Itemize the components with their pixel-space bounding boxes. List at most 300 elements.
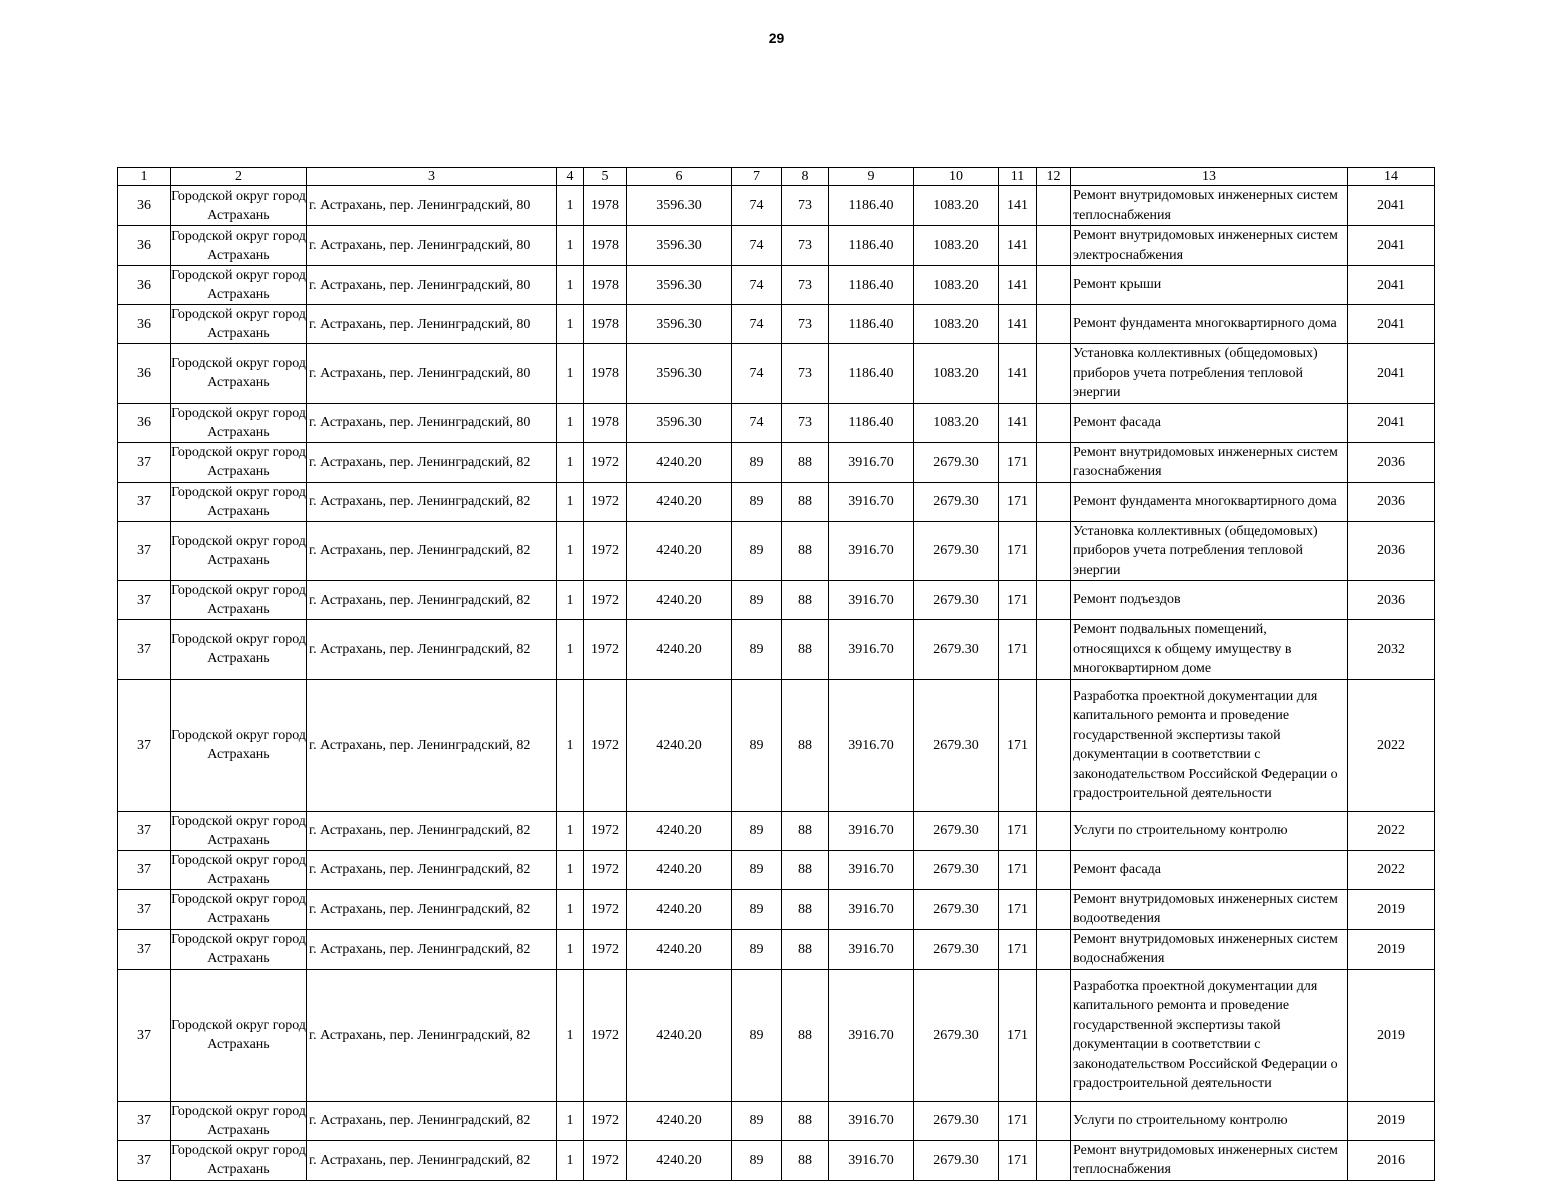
table-row [118,482,1435,521]
col-header: 4 [557,168,584,186]
cell-address: г. Астрахань, пер. Ленинградский, 80 [307,266,557,305]
table-row [118,266,1435,305]
cell-area-total: 4240.20 [627,1140,732,1180]
cell-number: 37 [118,929,171,969]
cell-year: 1972 [584,850,627,889]
cell-number: 37 [118,679,171,811]
cell-municipality: Городской округ город Астрахань [171,969,307,1101]
cell-col8: 73 [782,403,829,442]
cell-work-type: Услуги по строительному контролю [1071,1101,1348,1140]
cell-number: 36 [118,344,171,404]
cell-plan-year: 2041 [1348,305,1435,344]
cell-col11: 171 [999,889,1037,929]
cell-col8: 88 [782,442,829,482]
cell-col12 [1037,811,1071,850]
col-header: 3 [307,168,557,186]
cell-col9: 3916.70 [829,969,914,1101]
cell-col8: 88 [782,679,829,811]
cell-work-type: Ремонт внутридомовых инженерных систем водоотведения [1071,889,1348,929]
cell-work-type: Ремонт фундамента многоквартирного дома [1071,482,1348,521]
cell-municipality: Городской округ город Астрахань [171,266,307,305]
cell-col11: 171 [999,482,1037,521]
cell-col7: 89 [732,581,782,620]
cell-col9: 1186.40 [829,266,914,305]
cell-year: 1972 [584,811,627,850]
cell-col8: 88 [782,521,829,581]
cell-address: г. Астрахань, пер. Ленинградский, 80 [307,226,557,266]
cell-year: 1972 [584,521,627,581]
cell-col11: 141 [999,186,1037,226]
cell-area-total: 4240.20 [627,679,732,811]
cell-col10: 2679.30 [914,521,999,581]
cell-number: 37 [118,442,171,482]
col-header: 7 [732,168,782,186]
cell-col10: 1083.20 [914,403,999,442]
cell-col11: 171 [999,1140,1037,1180]
cell-col8: 88 [782,620,829,680]
cell-col4: 1 [557,969,584,1101]
cell-work-type: Ремонт подъездов [1071,581,1348,620]
cell-col7: 89 [732,811,782,850]
table-row [118,226,1435,266]
cell-area-total: 4240.20 [627,620,732,680]
cell-municipality: Городской округ город Астрахань [171,929,307,969]
col-header: 8 [782,168,829,186]
cell-col10: 2679.30 [914,679,999,811]
cell-col10: 2679.30 [914,969,999,1101]
cell-address: г. Астрахань, пер. Ленинградский, 82 [307,889,557,929]
cell-work-type: Ремонт крыши [1071,266,1348,305]
cell-col9: 3916.70 [829,811,914,850]
table-row [118,442,1435,482]
cell-col9: 3916.70 [829,850,914,889]
cell-year: 1972 [584,1101,627,1140]
cell-year: 1978 [584,305,627,344]
cell-address: г. Астрахань, пер. Ленинградский, 82 [307,482,557,521]
cell-municipality: Городской округ город Астрахань [171,811,307,850]
cell-col8: 88 [782,1140,829,1180]
cell-col12 [1037,581,1071,620]
cell-col12 [1037,442,1071,482]
cell-col7: 89 [732,442,782,482]
cell-plan-year: 2022 [1348,850,1435,889]
cell-col12 [1037,1140,1071,1180]
cell-year: 1972 [584,969,627,1101]
cell-number: 37 [118,1140,171,1180]
cell-work-type: Установка коллективных (общедомовых) приборов учета потребления тепловой энергии [1071,521,1348,581]
cell-work-type: Ремонт внутридомовых инженерных систем теплоснабжения [1071,1140,1348,1180]
cell-col12 [1037,620,1071,680]
cell-col9: 3916.70 [829,679,914,811]
cell-municipality: Городской округ город Астрахань [171,1140,307,1180]
cell-col12 [1037,929,1071,969]
cell-plan-year: 2019 [1348,889,1435,929]
cell-col9: 3916.70 [829,620,914,680]
cell-col8: 73 [782,226,829,266]
table-row [118,889,1435,929]
cell-col12 [1037,266,1071,305]
cell-col10: 2679.30 [914,889,999,929]
cell-col12 [1037,403,1071,442]
table-row [118,186,1435,226]
cell-year: 1972 [584,620,627,680]
col-header: 1 [118,168,171,186]
cell-municipality: Городской округ город Астрахань [171,679,307,811]
col-header: 9 [829,168,914,186]
cell-work-type: Ремонт внутридомовых инженерных систем водоснабжения [1071,929,1348,969]
cell-col9: 3916.70 [829,889,914,929]
cell-area-total: 4240.20 [627,442,732,482]
cell-address: г. Астрахань, пер. Ленинградский, 80 [307,186,557,226]
cell-plan-year: 2022 [1348,679,1435,811]
cell-address: г. Астрахань, пер. Ленинградский, 82 [307,929,557,969]
cell-col8: 88 [782,811,829,850]
table-row [118,1101,1435,1140]
table-body [118,186,1435,1181]
cell-col4: 1 [557,186,584,226]
cell-col10: 2679.30 [914,1101,999,1140]
cell-col12 [1037,226,1071,266]
cell-col8: 88 [782,969,829,1101]
table-row [118,620,1435,680]
cell-col10: 1083.20 [914,186,999,226]
cell-area-total: 4240.20 [627,889,732,929]
cell-col4: 1 [557,403,584,442]
col-header: 6 [627,168,732,186]
cell-plan-year: 2041 [1348,186,1435,226]
cell-number: 37 [118,521,171,581]
col-header: 13 [1071,168,1348,186]
cell-col9: 1186.40 [829,344,914,404]
cell-col7: 89 [732,850,782,889]
cell-col4: 1 [557,581,584,620]
cell-year: 1972 [584,442,627,482]
cell-col11: 171 [999,929,1037,969]
cell-col11: 171 [999,811,1037,850]
cell-plan-year: 2019 [1348,969,1435,1101]
cell-plan-year: 2041 [1348,403,1435,442]
cell-plan-year: 2036 [1348,581,1435,620]
cell-area-total: 3596.30 [627,344,732,404]
cell-plan-year: 2016 [1348,1140,1435,1180]
cell-year: 1972 [584,929,627,969]
cell-col10: 2679.30 [914,1140,999,1180]
cell-col8: 88 [782,1101,829,1140]
cell-address: г. Астрахань, пер. Ленинградский, 82 [307,1140,557,1180]
cell-number: 36 [118,266,171,305]
col-header: 2 [171,168,307,186]
col-header: 12 [1037,168,1071,186]
cell-col10: 2679.30 [914,811,999,850]
cell-year: 1972 [584,679,627,811]
cell-plan-year: 2019 [1348,929,1435,969]
cell-col7: 74 [732,226,782,266]
cell-col4: 1 [557,929,584,969]
cell-number: 37 [118,850,171,889]
cell-col10: 1083.20 [914,226,999,266]
cell-number: 36 [118,403,171,442]
cell-col11: 141 [999,226,1037,266]
cell-col9: 1186.40 [829,226,914,266]
cell-col9: 3916.70 [829,929,914,969]
cell-col11: 171 [999,969,1037,1101]
cell-col7: 74 [732,344,782,404]
cell-col8: 73 [782,266,829,305]
cell-col11: 171 [999,581,1037,620]
table-row [118,521,1435,581]
cell-address: г. Астрахань, пер. Ленинградский, 82 [307,969,557,1101]
cell-col10: 1083.20 [914,344,999,404]
cell-work-type: Ремонт внутридомовых инженерных систем газоснабжения [1071,442,1348,482]
table-row [118,344,1435,404]
cell-col8: 88 [782,482,829,521]
col-header: 5 [584,168,627,186]
cell-col4: 1 [557,226,584,266]
cell-col11: 141 [999,266,1037,305]
cell-year: 1972 [584,889,627,929]
cell-col4: 1 [557,521,584,581]
cell-col7: 89 [732,620,782,680]
cell-area-total: 4240.20 [627,482,732,521]
cell-col12 [1037,889,1071,929]
cell-work-type: Установка коллективных (общедомовых) приборов учета потребления тепловой энергии [1071,344,1348,404]
cell-col10: 2679.30 [914,620,999,680]
table-row [118,679,1435,811]
cell-address: г. Астрахань, пер. Ленинградский, 82 [307,1101,557,1140]
cell-plan-year: 2022 [1348,811,1435,850]
cell-plan-year: 2036 [1348,521,1435,581]
cell-year: 1978 [584,344,627,404]
cell-municipality: Городской округ город Астрахань [171,889,307,929]
cell-municipality: Городской округ город Астрахань [171,482,307,521]
cell-area-total: 3596.30 [627,186,732,226]
cell-address: г. Астрахань, пер. Ленинградский, 82 [307,442,557,482]
cell-col7: 74 [732,305,782,344]
col-header: 14 [1348,168,1435,186]
cell-col11: 141 [999,305,1037,344]
cell-work-type: Ремонт подвальных помещений, относящихся к общему имуществу в многоквартирном доме [1071,620,1348,680]
cell-col8: 88 [782,850,829,889]
cell-col7: 89 [732,1101,782,1140]
cell-area-total: 4240.20 [627,850,732,889]
cell-col10: 1083.20 [914,266,999,305]
table-row [118,1140,1435,1180]
cell-work-type: Ремонт фасада [1071,403,1348,442]
cell-municipality: Городской округ город Астрахань [171,403,307,442]
cell-address: г. Астрахань, пер. Ленинградский, 82 [307,620,557,680]
cell-municipality: Городской округ город Астрахань [171,186,307,226]
cell-plan-year: 2019 [1348,1101,1435,1140]
cell-col9: 1186.40 [829,305,914,344]
table-row [118,929,1435,969]
cell-col4: 1 [557,344,584,404]
cell-col9: 1186.40 [829,186,914,226]
cell-col7: 89 [732,969,782,1101]
cell-col4: 1 [557,811,584,850]
cell-number: 37 [118,482,171,521]
cell-address: г. Астрахань, пер. Ленинградский, 82 [307,811,557,850]
cell-municipality: Городской округ город Астрахань [171,226,307,266]
cell-col7: 89 [732,679,782,811]
cell-col12 [1037,186,1071,226]
cell-col12 [1037,969,1071,1101]
cell-year: 1978 [584,226,627,266]
cell-col4: 1 [557,1101,584,1140]
cell-work-type: Ремонт фундамента многоквартирного дома [1071,305,1348,344]
cell-number: 37 [118,620,171,680]
cell-area-total: 4240.20 [627,1101,732,1140]
cell-col4: 1 [557,482,584,521]
cell-col4: 1 [557,850,584,889]
cell-year: 1972 [584,581,627,620]
cell-col9: 3916.70 [829,1140,914,1180]
cell-col9: 3916.70 [829,1101,914,1140]
cell-year: 1978 [584,403,627,442]
cell-number: 37 [118,969,171,1101]
cell-year: 1978 [584,186,627,226]
cell-col9: 3916.70 [829,482,914,521]
cell-col7: 74 [732,266,782,305]
cell-municipality: Городской округ город Астрахань [171,521,307,581]
cell-col10: 2679.30 [914,482,999,521]
cell-plan-year: 2032 [1348,620,1435,680]
cell-col12 [1037,1101,1071,1140]
cell-col7: 89 [732,521,782,581]
cell-area-total: 4240.20 [627,969,732,1101]
cell-col4: 1 [557,305,584,344]
cell-work-type: Ремонт внутридомовых инженерных систем электроснабжения [1071,226,1348,266]
cell-col4: 1 [557,679,584,811]
cell-col11: 171 [999,620,1037,680]
cell-col12 [1037,850,1071,889]
cell-col11: 171 [999,1101,1037,1140]
cell-area-total: 3596.30 [627,403,732,442]
col-header: 11 [999,168,1037,186]
cell-year: 1972 [584,1140,627,1180]
cell-col7: 89 [732,889,782,929]
cell-plan-year: 2036 [1348,442,1435,482]
cell-municipality: Городской округ город Астрахань [171,1101,307,1140]
cell-col12 [1037,344,1071,404]
table-row [118,811,1435,850]
cell-col11: 171 [999,521,1037,581]
cell-municipality: Городской округ город Астрахань [171,620,307,680]
cell-year: 1972 [584,482,627,521]
cell-col11: 141 [999,403,1037,442]
cell-col4: 1 [557,442,584,482]
table-row [118,969,1435,1101]
cell-number: 37 [118,811,171,850]
cell-col8: 88 [782,581,829,620]
cell-area-total: 4240.20 [627,581,732,620]
cell-area-total: 3596.30 [627,226,732,266]
cell-municipality: Городской округ город Астрахань [171,305,307,344]
cell-col4: 1 [557,1140,584,1180]
capital-repair-table [117,167,1435,1181]
cell-col8: 73 [782,305,829,344]
cell-col8: 88 [782,929,829,969]
cell-col8: 73 [782,186,829,226]
cell-number: 37 [118,889,171,929]
col-header: 10 [914,168,999,186]
cell-municipality: Городской округ город Астрахань [171,850,307,889]
cell-col10: 1083.20 [914,305,999,344]
cell-work-type: Услуги по строительному контролю [1071,811,1348,850]
cell-plan-year: 2041 [1348,344,1435,404]
cell-work-type: Разработка проектной документации для капитального ремонта и проведение государственной экспертизы такой документации в соответствии с законодательством Российской Федерации о градостроительной деятельности [1071,969,1348,1101]
cell-col7: 74 [732,186,782,226]
table-row [118,850,1435,889]
cell-col7: 89 [732,929,782,969]
cell-col4: 1 [557,889,584,929]
cell-number: 37 [118,581,171,620]
cell-address: г. Астрахань, пер. Ленинградский, 80 [307,403,557,442]
cell-plan-year: 2041 [1348,266,1435,305]
cell-col11: 171 [999,442,1037,482]
cell-col7: 74 [732,403,782,442]
cell-col9: 3916.70 [829,581,914,620]
cell-col10: 2679.30 [914,850,999,889]
cell-col8: 73 [782,344,829,404]
cell-col9: 1186.40 [829,403,914,442]
cell-address: г. Астрахань, пер. Ленинградский, 82 [307,679,557,811]
cell-col11: 171 [999,679,1037,811]
cell-area-total: 4240.20 [627,929,732,969]
table-row [118,581,1435,620]
header-row [118,168,1435,186]
cell-col10: 2679.30 [914,581,999,620]
cell-col7: 89 [732,482,782,521]
table-row [118,403,1435,442]
cell-col7: 89 [732,1140,782,1180]
cell-area-total: 4240.20 [627,521,732,581]
cell-number: 36 [118,305,171,344]
cell-work-type: Ремонт фасада [1071,850,1348,889]
cell-area-total: 4240.20 [627,811,732,850]
cell-col12 [1037,679,1071,811]
cell-col9: 3916.70 [829,521,914,581]
cell-col9: 3916.70 [829,442,914,482]
cell-col4: 1 [557,266,584,305]
cell-municipality: Городской округ город Астрахань [171,581,307,620]
cell-col12 [1037,521,1071,581]
table-header [118,168,1435,186]
cell-col11: 141 [999,344,1037,404]
page-number: 29 [768,30,785,46]
cell-municipality: Городской округ город Астрахань [171,344,307,404]
cell-address: г. Астрахань, пер. Ленинградский, 82 [307,850,557,889]
cell-work-type: Разработка проектной документации для капитального ремонта и проведение государственной экспертизы такой документации в соответствии с законодательством Российской Федерации о градостроительной деятельности [1071,679,1348,811]
cell-municipality: Городской округ город Астрахань [171,442,307,482]
cell-number: 36 [118,226,171,266]
cell-address: г. Астрахань, пер. Ленинградский, 80 [307,344,557,404]
cell-col12 [1037,305,1071,344]
cell-plan-year: 2041 [1348,226,1435,266]
cell-col10: 2679.30 [914,442,999,482]
cell-address: г. Астрахань, пер. Ленинградский, 82 [307,521,557,581]
cell-col10: 2679.30 [914,929,999,969]
cell-col4: 1 [557,620,584,680]
cell-col11: 171 [999,850,1037,889]
cell-number: 36 [118,186,171,226]
cell-col12 [1037,482,1071,521]
cell-number: 37 [118,1101,171,1140]
cell-col8: 88 [782,889,829,929]
cell-address: г. Астрахань, пер. Ленинградский, 82 [307,581,557,620]
cell-address: г. Астрахань, пер. Ленинградский, 80 [307,305,557,344]
cell-plan-year: 2036 [1348,482,1435,521]
cell-work-type: Ремонт внутридомовых инженерных систем теплоснабжения [1071,186,1348,226]
